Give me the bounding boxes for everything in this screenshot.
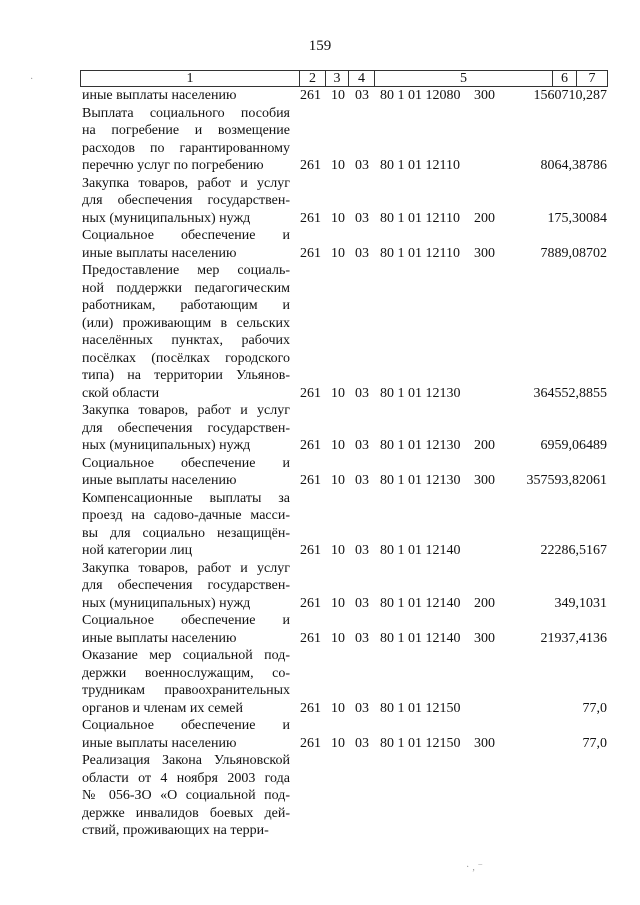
description-line: держки военнослужащим, со- [82,665,290,681]
expense-type-code: 300 [474,88,495,103]
column-header-section: 3 [326,71,349,86]
table-row [0,560,640,613]
row-codes [0,210,640,228]
target-article-code: 80 1 01 12130 [380,473,461,488]
ved-code: 261 [300,543,321,558]
amount-value: 6959,06489 [540,438,607,453]
table-row [0,717,640,752]
table-row [0,752,640,840]
section-code: 10 [331,595,345,611]
row-codes [0,87,640,105]
description-line: ной категории лиц [82,543,193,558]
description-line: Оказание мер социальной под- [82,648,290,663]
section-code: 10 [331,473,345,488]
expense-type-code: 200 [474,210,495,226]
description-line: проезд на садово-дачные масси- [82,508,290,523]
expense-type-code: 300 [474,735,495,751]
ved-code: 261 [300,158,321,173]
subsection-code: 03 [355,735,369,751]
target-article-code: 80 1 01 12110 [380,158,460,173]
description-line: иные выплаты населению [82,88,237,103]
row-codes [0,735,640,753]
page-number: 159 [308,38,332,54]
budget-table-body [0,87,640,840]
description-line: Закупка товаров, работ и услуг [82,175,290,191]
row-codes [0,630,640,648]
row-codes [0,437,640,455]
description-line: иные выплаты населению [82,735,237,751]
description-line: Социальное обеспечение и [82,228,290,243]
description-line: вы для социально незащищён- [82,525,290,541]
description-line: ных (муниципальных) нужд [82,210,251,226]
column-header-ved: 2 [300,71,326,86]
ved-code: 261 [300,438,321,453]
target-article-code: 80 1 01 12150 [380,700,461,716]
subsection-code: 03 [355,595,369,611]
description-line: ской области [82,385,160,401]
target-article-code: 80 1 01 12150 [380,735,461,751]
ved-code: 261 [300,630,321,646]
subsection-code: 03 [355,543,369,558]
section-code: 10 [331,438,345,453]
subsection-code: 03 [355,438,369,453]
description-line: на погребение и возмещение [82,123,290,138]
description-line: Закупка товаров, работ и услуг [82,403,290,418]
table-row [0,455,640,490]
table-row [0,402,640,455]
subsection-code: 03 [355,473,369,488]
table-row [0,175,640,228]
amount-value: 1560710,287 [533,88,607,103]
section-code: 10 [331,543,345,558]
table-row [0,262,640,402]
section-code: 10 [331,158,345,173]
row-codes [0,385,640,403]
subsection-code: 03 [355,245,369,261]
table-row [0,87,640,105]
subsection-code: 03 [355,385,369,401]
description-line: Реализация Закона Ульяновской [82,753,290,768]
description-line: Предоставление мер социаль- [82,263,290,278]
amount-value: 77,0 [582,735,607,751]
description-line: посёлках (посёлках городского [82,350,290,366]
description-line: Закупка товаров, работ и услуг [82,560,290,576]
amount-value: 7889,08702 [540,245,607,261]
amount-value: 77,0 [582,700,607,716]
expense-type-code: 200 [474,595,495,611]
description-line: № 056-ЗО «О социальной под- [82,788,290,803]
section-code: 10 [331,630,345,646]
description-line: населённых пунктах, рабочих [82,333,290,348]
description-line: типа) на территории Ульянов- [82,368,290,383]
subsection-code: 03 [355,88,369,103]
description-line: Компенсационные выплаты за [82,490,290,506]
description-line: (или) проживающим в сельских [82,315,290,331]
description-line: иные выплаты населению [82,245,237,261]
row-codes [0,157,640,175]
scan-speck: · [30,74,34,85]
table-row [0,647,640,717]
subsection-code: 03 [355,630,369,646]
section-code: 10 [331,385,345,401]
description-line: перечню услуг по погребению [82,158,264,173]
row-codes [0,822,640,840]
target-article-code: 80 1 01 12130 [380,385,461,401]
description-line: ных (муниципальных) нужд [82,438,251,453]
ved-code: 261 [300,595,321,611]
table-row [0,227,640,262]
column-header-subsection: 4 [349,71,375,86]
row-codes [0,472,640,490]
column-header-target-article: 5 [375,71,553,86]
row-codes [0,700,640,718]
description-line: ных (муниципальных) нужд [82,595,251,611]
expense-type-code: 300 [474,630,495,646]
target-article-code: 80 1 01 12140 [380,543,461,558]
section-code: 10 [331,210,345,226]
description-line: иные выплаты населению [82,630,237,646]
table-row [0,490,640,560]
description-line: Выплата социального пособия [82,105,290,121]
ved-code: 261 [300,210,321,226]
section-code: 10 [331,88,345,103]
expense-type-code: 300 [474,473,495,488]
target-article-code: 80 1 01 12110 [380,245,460,261]
section-code: 10 [331,735,345,751]
description-line: Социальное обеспечение и [82,613,290,628]
ved-code: 261 [300,735,321,751]
target-article-code: 80 1 01 12130 [380,438,461,453]
amount-value: 349,1031 [554,595,607,611]
description-line: работникам, работающим и [82,298,290,313]
description-line: области от 4 ноября 2003 года [82,770,290,786]
amount-value: 21937,4136 [540,630,607,646]
target-article-code: 80 1 01 12140 [380,595,461,611]
target-article-code: 80 1 01 12110 [380,210,460,226]
amount-value: 364552,8855 [533,385,607,401]
description-line: трудникам правоохранительных [82,683,290,698]
column-header-row [80,70,608,87]
description-line: для обеспечения государствен- [82,193,290,208]
description-line: расходов по гарантированному [82,140,290,156]
description-line: для обеспечения государствен- [82,420,290,436]
ved-code: 261 [300,473,321,488]
amount-value: 22286,5167 [540,543,607,558]
expense-type-code: 300 [474,245,495,261]
scan-speck: · ‚ ⁻ [466,862,483,873]
description-line: ной поддержки педагогическим [82,280,290,296]
description-line: Социальное обеспечение и [82,718,290,733]
subsection-code: 03 [355,700,369,716]
ved-code: 261 [300,245,321,261]
amount-value: 357593,82061 [526,473,607,488]
target-article-code: 80 1 01 12140 [380,630,461,646]
row-description [82,262,290,402]
description-line: ствий, проживающих на терри- [82,823,269,838]
description-line: иные выплаты населению [82,473,237,488]
description-line: органов и членам их семей [82,700,244,716]
column-header-expense-type: 6 [553,71,577,86]
ved-code: 261 [300,700,321,716]
row-codes [0,595,640,613]
column-header-description: 1 [81,71,300,86]
expense-type-code: 200 [474,438,495,453]
description-line: держке инвалидов боевых дей- [82,805,290,821]
row-codes [0,245,640,263]
ved-code: 261 [300,385,321,401]
amount-value: 175,30084 [547,210,607,226]
table-row [0,612,640,647]
description-line: для обеспечения государствен- [82,578,290,593]
ved-code: 261 [300,88,321,103]
table-row [0,105,640,175]
target-article-code: 80 1 01 12080 [380,88,461,103]
column-header-amount: 7 [588,71,596,86]
description-line: Социальное обеспечение и [82,455,290,471]
row-codes [0,542,640,560]
section-code: 10 [331,245,345,261]
subsection-code: 03 [355,210,369,226]
section-code: 10 [331,700,345,716]
subsection-code: 03 [355,158,369,173]
amount-value: 8064,38786 [540,158,607,173]
